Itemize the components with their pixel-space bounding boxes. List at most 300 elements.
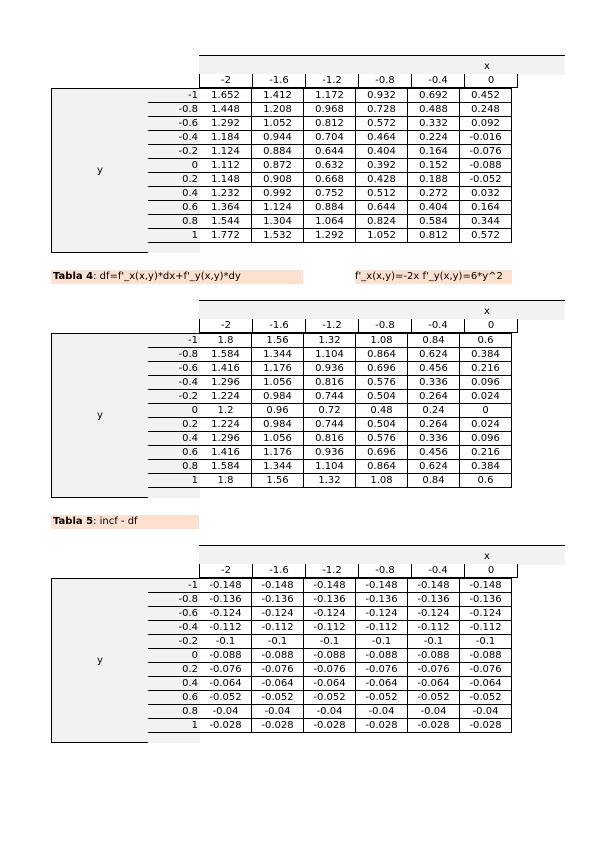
table-cell: 0.344: [460, 215, 512, 229]
column-headers: [199, 74, 518, 88]
table-cell: 0.264: [408, 418, 460, 432]
table-cell: -0.088: [304, 649, 356, 663]
table-cell: -0.064: [460, 677, 512, 691]
table-row: [200, 173, 512, 187]
column-header: -2: [199, 564, 253, 578]
table-cell: -0.028: [200, 719, 252, 733]
table-cell: -0.04: [252, 705, 304, 719]
table-cell: 0.984: [252, 390, 304, 404]
row-header: 0.6: [148, 446, 201, 460]
y-axis-label-cell: [51, 578, 148, 743]
table-cell: -0.136: [460, 593, 512, 607]
table-cell: 1.052: [252, 117, 304, 131]
table-cell: 0.24: [408, 404, 460, 418]
table-cell: -0.052: [408, 691, 460, 705]
table-4: [51, 300, 565, 500]
table-cell: 1.056: [252, 376, 304, 390]
table-cell: 1.448: [200, 103, 252, 117]
table-row: [200, 159, 512, 173]
table-cell: 0.456: [408, 362, 460, 376]
table-row: [200, 705, 512, 719]
table-cell: -0.112: [408, 621, 460, 635]
table-cell: -0.076: [356, 663, 408, 677]
table-row: [200, 635, 512, 649]
row-headers: [148, 333, 200, 498]
column-header: -1.6: [253, 319, 306, 333]
column-header: -1.6: [253, 74, 306, 88]
table-cell: 0.092: [460, 117, 512, 131]
column-header: -1.2: [306, 74, 359, 88]
row-header: -0.8: [148, 593, 201, 607]
table-row: [200, 362, 512, 376]
caption-text: : df=f'_x(x,y)*dx+f'_y(x,y)*dy: [93, 271, 241, 282]
table-cell: -0.124: [200, 607, 252, 621]
table-row: [200, 404, 512, 418]
row-header: -0.6: [148, 607, 201, 621]
table-cell: 1.412: [252, 89, 304, 103]
table-cell: -0.088: [356, 649, 408, 663]
table-row: [200, 145, 512, 159]
table-cell: 0.336: [408, 432, 460, 446]
table-cell: 0.992: [252, 187, 304, 201]
table-cell: -0.148: [252, 579, 304, 593]
table-grid: [200, 88, 512, 253]
table-cell: -0.028: [252, 719, 304, 733]
row-header: -1: [148, 579, 201, 593]
table-cell: 0.248: [460, 103, 512, 117]
table-cell: -0.088: [252, 649, 304, 663]
table-cell: -0.136: [252, 593, 304, 607]
table-cell: 0.384: [460, 348, 512, 362]
table-cell: -0.052: [356, 691, 408, 705]
table-row: [200, 691, 512, 705]
table-row: [200, 432, 512, 446]
row-header: -0.6: [148, 362, 201, 376]
table-cell: 1.584: [200, 348, 252, 362]
column-header: -2: [199, 74, 253, 88]
table-cell: 1.544: [200, 215, 252, 229]
table-cell: 0.488: [408, 103, 460, 117]
table-cell: -0.1: [304, 635, 356, 649]
table-cell: 0.024: [460, 418, 512, 432]
table-cell: -0.028: [304, 719, 356, 733]
column-header: 0: [465, 319, 518, 333]
table-cell: 1.208: [252, 103, 304, 117]
table-cell: 0.872: [252, 159, 304, 173]
row-headers: [148, 578, 200, 743]
table-cell: 0.812: [408, 229, 460, 243]
table-cell: 1.184: [200, 131, 252, 145]
table-cell: -0.076: [304, 663, 356, 677]
column-header: -0.8: [359, 319, 412, 333]
table-cell: 1.172: [304, 89, 356, 103]
table-row: [200, 719, 512, 733]
table-row: [200, 103, 512, 117]
table-row: [200, 621, 512, 635]
table-cell: -0.016: [460, 131, 512, 145]
table-cell: 0.944: [252, 131, 304, 145]
column-header: -1.2: [306, 319, 359, 333]
table-cell: -0.112: [356, 621, 408, 635]
y-axis-label-cell: [51, 333, 148, 498]
table-row: [200, 677, 512, 691]
table-cell: 0.428: [356, 173, 408, 187]
table-cell: 1.148: [200, 173, 252, 187]
table-cell: 0.6: [460, 474, 512, 488]
table-cell: 0.336: [408, 376, 460, 390]
table-cell: 1.8: [200, 334, 252, 348]
table-cell: 0.936: [304, 362, 356, 376]
table-cell: 1.584: [200, 460, 252, 474]
column-headers: [199, 564, 518, 578]
row-header: 0: [148, 649, 201, 663]
table-5: [51, 545, 565, 745]
table-cell: -0.028: [408, 719, 460, 733]
y-axis-label-cell: [51, 88, 148, 253]
table-cell: 0.936: [304, 446, 356, 460]
derivatives-note: f'_x(x,y)=-2x f'_y(x,y)=6*y^2: [355, 270, 512, 284]
y-axis-label: y: [97, 655, 103, 666]
table-cell: 0.392: [356, 159, 408, 173]
table-row: [200, 334, 512, 348]
table-cell: -0.076: [460, 145, 512, 159]
table-cell: 0.744: [304, 390, 356, 404]
row-header: -0.2: [148, 635, 201, 649]
table-cell: 0.744: [304, 418, 356, 432]
table-cell: -0.124: [252, 607, 304, 621]
table-cell: -0.04: [460, 705, 512, 719]
caption-label: Tabla 4: [53, 271, 94, 282]
table-cell: 0.984: [252, 418, 304, 432]
table-cell: -0.148: [356, 579, 408, 593]
table-cell: 1.772: [200, 229, 252, 243]
row-header: 0.8: [148, 460, 201, 474]
table-cell: 0.696: [356, 362, 408, 376]
row-header: -0.4: [148, 131, 201, 145]
table-cell: 0.452: [460, 89, 512, 103]
row-headers: [148, 88, 200, 253]
table-row: [200, 348, 512, 362]
table-cell: 0.752: [304, 187, 356, 201]
table-body: [51, 333, 512, 498]
table-cell: 1.224: [200, 390, 252, 404]
table-cell: 0.384: [460, 460, 512, 474]
row-header: 1: [148, 719, 201, 733]
table-cell: 0.164: [408, 145, 460, 159]
table-cell: -0.148: [460, 579, 512, 593]
row-header: -0.4: [148, 621, 201, 635]
table-cell: -0.136: [200, 593, 252, 607]
table-cell: 1.052: [356, 229, 408, 243]
table-3: [51, 55, 565, 255]
table-cell: 1.296: [200, 432, 252, 446]
x-axis-label: x: [484, 306, 490, 317]
table-cell: 0.884: [252, 145, 304, 159]
table-cell: 1.2: [200, 404, 252, 418]
table-cell: 0.632: [304, 159, 356, 173]
row-header: 0.8: [148, 215, 201, 229]
row-header: -0.8: [148, 348, 201, 362]
row-header: 1: [148, 229, 201, 243]
table-row: [200, 215, 512, 229]
column-header: -1.2: [306, 564, 359, 578]
table-cell: -0.112: [200, 621, 252, 635]
table-cell: 1.124: [200, 145, 252, 159]
column-header: -0.4: [412, 564, 465, 578]
table-cell: -0.028: [460, 719, 512, 733]
row-header: -0.8: [148, 103, 201, 117]
row-header: 1: [148, 474, 201, 488]
table-cell: -0.124: [304, 607, 356, 621]
table-cell: 0.512: [356, 187, 408, 201]
table-cell: 0.576: [356, 376, 408, 390]
table-cell: 1.056: [252, 432, 304, 446]
table-cell: -0.064: [200, 677, 252, 691]
table-row: [200, 187, 512, 201]
table-cell: 0.404: [356, 145, 408, 159]
table-cell: 1.176: [252, 362, 304, 376]
table-cell: -0.064: [356, 677, 408, 691]
table-cell: -0.052: [200, 691, 252, 705]
table-cell: -0.088: [460, 159, 512, 173]
table-cell: 1.08: [356, 334, 408, 348]
table-cell: 1.532: [252, 229, 304, 243]
table-row: [200, 89, 512, 103]
row-header: 0.2: [148, 418, 201, 432]
table-cell: 0.456: [408, 446, 460, 460]
row-header: -1: [148, 334, 201, 348]
table-cell: 1.652: [200, 89, 252, 103]
table-cell: -0.088: [408, 649, 460, 663]
column-header: -1.6: [253, 564, 306, 578]
table-cell: 1.364: [200, 201, 252, 215]
table-cell: -0.064: [408, 677, 460, 691]
table-cell: -0.148: [200, 579, 252, 593]
table-cell: -0.124: [408, 607, 460, 621]
table-cell: 1.344: [252, 348, 304, 362]
row-header: 0.4: [148, 187, 201, 201]
table-cell: 1.416: [200, 362, 252, 376]
table-grid: [200, 333, 512, 498]
table-cell: 1.296: [200, 376, 252, 390]
caption-tabla-5: [51, 515, 199, 529]
table-cell: 1.292: [200, 117, 252, 131]
table-cell: 0.572: [356, 117, 408, 131]
table-cell: -0.088: [460, 649, 512, 663]
table-row: [200, 446, 512, 460]
column-headers: [199, 319, 518, 333]
table-cell: -0.136: [408, 593, 460, 607]
table-row: [200, 117, 512, 131]
table-cell: 1.344: [252, 460, 304, 474]
table-cell: -0.052: [252, 691, 304, 705]
table-cell: 0.264: [408, 390, 460, 404]
column-header: -0.4: [412, 74, 465, 88]
y-axis-label: y: [97, 165, 103, 176]
table-cell: -0.1: [460, 635, 512, 649]
table-cell: -0.076: [460, 663, 512, 677]
table-row: [200, 474, 512, 488]
table-cell: 1.56: [252, 474, 304, 488]
table-cell: 1.232: [200, 187, 252, 201]
table-cell: 0.704: [304, 131, 356, 145]
column-header: 0: [465, 74, 518, 88]
table-cell: 0.624: [408, 348, 460, 362]
table-cell: 0.696: [356, 446, 408, 460]
row-header: 0.4: [148, 677, 201, 691]
row-header: 0.2: [148, 173, 201, 187]
table-cell: 0.464: [356, 131, 408, 145]
column-header: -0.4: [412, 319, 465, 333]
table-cell: 0.272: [408, 187, 460, 201]
row-header: 0.6: [148, 201, 201, 215]
table-row: [200, 663, 512, 677]
row-header: -1: [148, 89, 201, 103]
table-cell: 1.064: [304, 215, 356, 229]
table-row: [200, 390, 512, 404]
table-cell: 0.504: [356, 418, 408, 432]
table-cell: -0.1: [408, 635, 460, 649]
table-cell: 1.32: [304, 474, 356, 488]
caption-text: : incf - df: [93, 516, 138, 527]
table-body: [51, 88, 512, 253]
table-cell: -0.112: [252, 621, 304, 635]
table-cell: 0.164: [460, 201, 512, 215]
table-cell: 1.416: [200, 446, 252, 460]
table-cell: -0.028: [356, 719, 408, 733]
table-cell: 1.124: [252, 201, 304, 215]
row-header: -0.2: [148, 145, 201, 159]
table-cell: -0.148: [408, 579, 460, 593]
row-header: 0: [148, 404, 201, 418]
table-cell: 0.032: [460, 187, 512, 201]
table-cell: 0.504: [356, 390, 408, 404]
table-cell: 0.024: [460, 390, 512, 404]
table-cell: 1.292: [304, 229, 356, 243]
row-header: -0.4: [148, 376, 201, 390]
table-cell: 0.096: [460, 376, 512, 390]
table-cell: -0.076: [408, 663, 460, 677]
y-axis-label: y: [97, 410, 103, 421]
table-cell: 0.216: [460, 362, 512, 376]
table-cell: 0.188: [408, 173, 460, 187]
table-row: [200, 460, 512, 474]
table-grid: [200, 578, 512, 743]
table-cell: -0.052: [460, 173, 512, 187]
table-cell: -0.148: [304, 579, 356, 593]
table-cell: 0.968: [304, 103, 356, 117]
table-cell: -0.112: [304, 621, 356, 635]
table-cell: 0.152: [408, 159, 460, 173]
table-cell: -0.04: [304, 705, 356, 719]
table-cell: -0.124: [356, 607, 408, 621]
table-cell: 1.304: [252, 215, 304, 229]
table-cell: -0.1: [356, 635, 408, 649]
table-row: [200, 418, 512, 432]
table-cell: -0.136: [356, 593, 408, 607]
table-cell: -0.1: [252, 635, 304, 649]
table-cell: 1.176: [252, 446, 304, 460]
table-cell: 1.104: [304, 348, 356, 362]
table-cell: 0.864: [356, 348, 408, 362]
column-header: 0: [465, 564, 518, 578]
table-cell: 0.576: [356, 432, 408, 446]
column-header: -0.8: [359, 564, 412, 578]
row-header: -0.2: [148, 390, 201, 404]
table-cell: 0.644: [304, 145, 356, 159]
table-row: [200, 229, 512, 243]
table-row: [200, 593, 512, 607]
table-cell: 0.84: [408, 334, 460, 348]
table-cell: 0.824: [356, 215, 408, 229]
table-cell: 0.908: [252, 173, 304, 187]
table-cell: -0.04: [408, 705, 460, 719]
table-cell: 0.72: [304, 404, 356, 418]
table-cell: 1.08: [356, 474, 408, 488]
table-cell: 1.56: [252, 334, 304, 348]
caption-tabla-4: [51, 270, 303, 284]
table-cell: 0.332: [408, 117, 460, 131]
row-header: 0: [148, 159, 201, 173]
table-cell: 0.884: [304, 201, 356, 215]
table-cell: 0.96: [252, 404, 304, 418]
table-cell: 0.224: [408, 131, 460, 145]
table-cell: 0.572: [460, 229, 512, 243]
table-cell: 1.224: [200, 418, 252, 432]
table-cell: -0.064: [252, 677, 304, 691]
table-cell: 0.624: [408, 460, 460, 474]
table-cell: 0.48: [356, 404, 408, 418]
table-cell: 0.584: [408, 215, 460, 229]
table-cell: 0.816: [304, 376, 356, 390]
table-cell: -0.124: [460, 607, 512, 621]
table-cell: -0.136: [304, 593, 356, 607]
table-cell: 0.932: [356, 89, 408, 103]
table-cell: 0.816: [304, 432, 356, 446]
table-row: [200, 579, 512, 593]
table-cell: 1.112: [200, 159, 252, 173]
table-cell: 0.668: [304, 173, 356, 187]
table-cell: 0.864: [356, 460, 408, 474]
table-cell: -0.1: [200, 635, 252, 649]
table-cell: 1.104: [304, 460, 356, 474]
row-header: 0.8: [148, 705, 201, 719]
row-header: 0.6: [148, 691, 201, 705]
table-cell: -0.052: [304, 691, 356, 705]
table-cell: 0.096: [460, 432, 512, 446]
table-cell: -0.076: [252, 663, 304, 677]
table-cell: 0.84: [408, 474, 460, 488]
table-cell: 0.216: [460, 446, 512, 460]
table-row: [200, 649, 512, 663]
x-axis-label: x: [484, 61, 490, 72]
table-row: [200, 376, 512, 390]
table-cell: 1.32: [304, 334, 356, 348]
table-cell: -0.088: [200, 649, 252, 663]
table-row: [200, 607, 512, 621]
row-header: 0.2: [148, 663, 201, 677]
table-cell: 0.728: [356, 103, 408, 117]
table-row: [200, 201, 512, 215]
table-cell: 0.6: [460, 334, 512, 348]
table-cell: -0.064: [304, 677, 356, 691]
column-header: -0.8: [359, 74, 412, 88]
table-cell: -0.112: [460, 621, 512, 635]
table-cell: -0.04: [356, 705, 408, 719]
table-cell: -0.052: [460, 691, 512, 705]
table-cell: 0.692: [408, 89, 460, 103]
table-cell: -0.076: [200, 663, 252, 677]
